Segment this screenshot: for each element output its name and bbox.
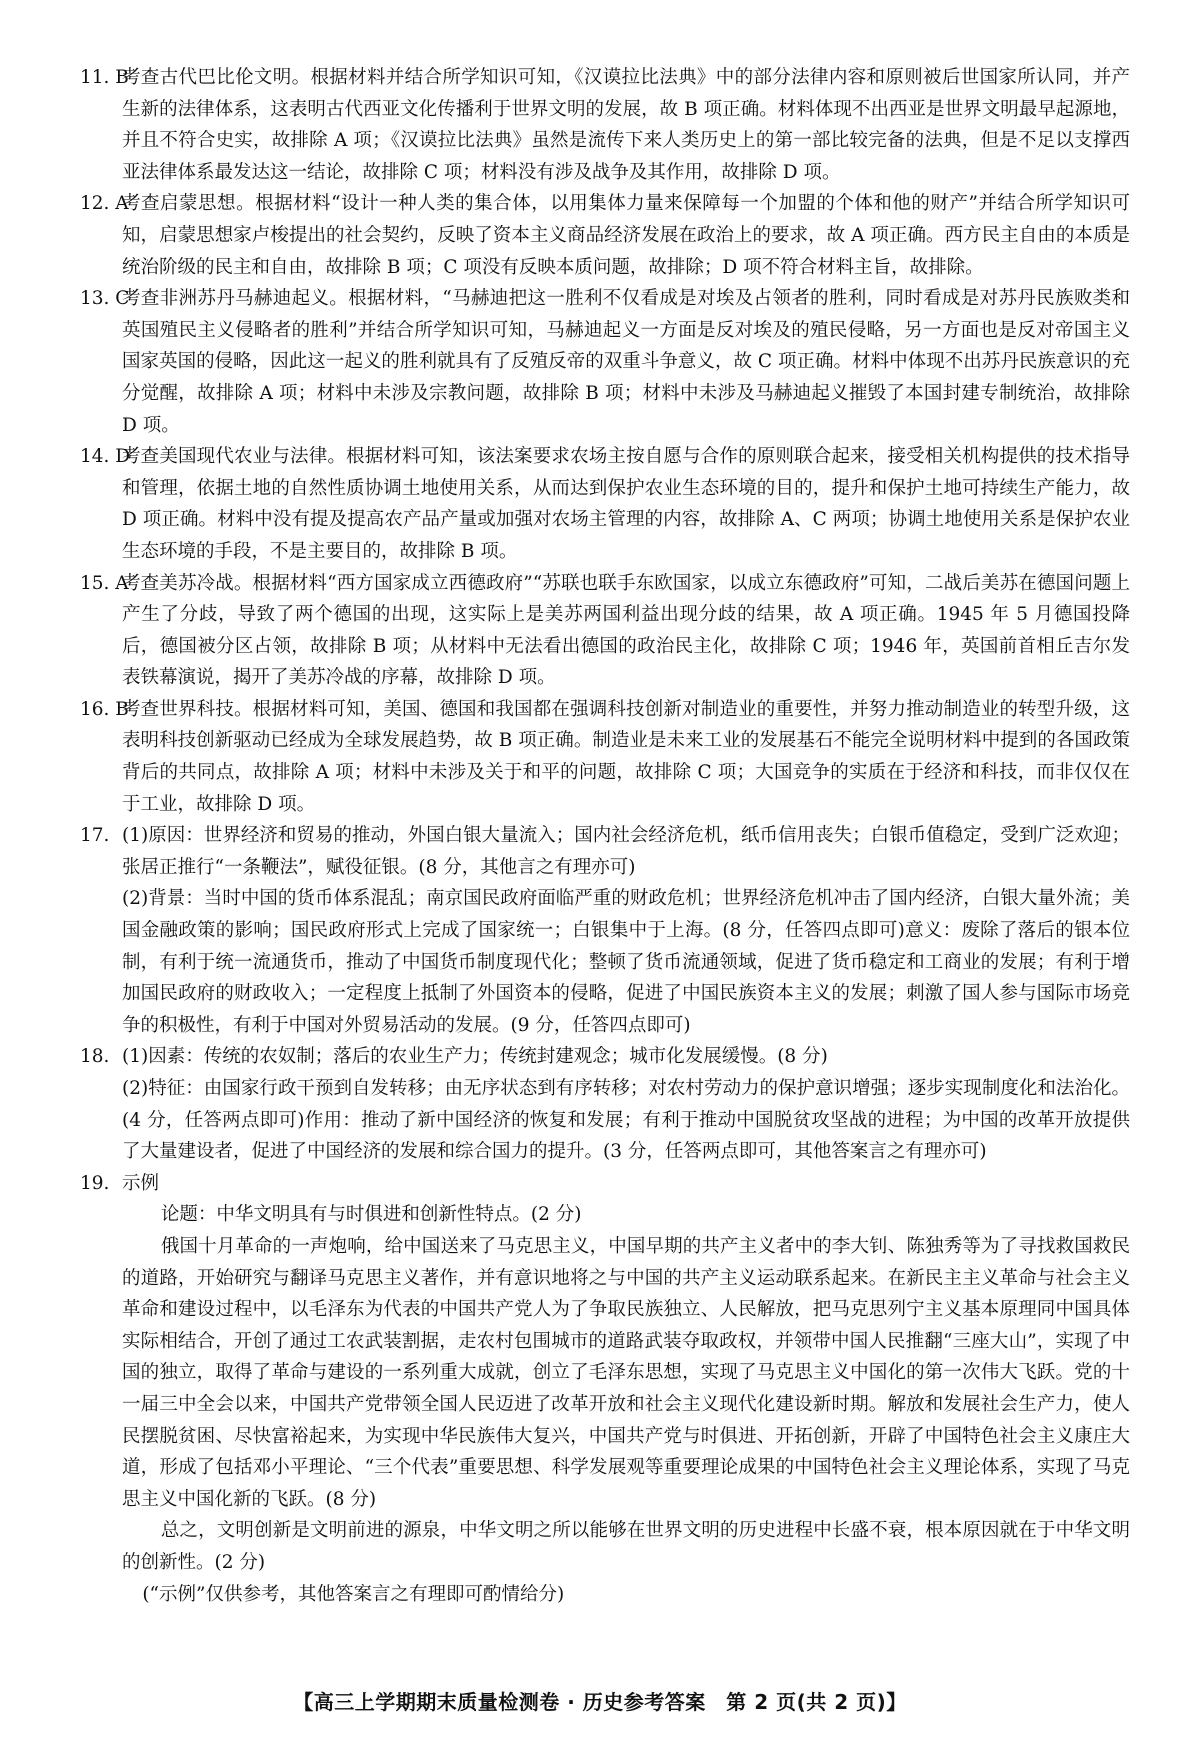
answer-12 (80, 188, 1130, 283)
answer-17 (80, 820, 1130, 1041)
answer-18-part-2: (2)特征：由国家行政干预到自发转移；由无序状态到有序转移；对农村劳动力的保护意识增强；逐步实现制度化和法治化。(4 分，任答两点即可)作用：推动了新中国经济的恢复和发展；有利于推动中国脱贫攻坚战的进程；为中国的改革开放提供了大量建设者，促进了中国经济的发展和综合国力的提升。(3 分，任答两点即可，其他答案言之有理亦可) (122, 1078, 1130, 1163)
answer-13 (80, 283, 1130, 441)
answer-number: 12. A (80, 193, 129, 215)
page-footer: 【高三上学期期末质量检测卷 · 历史参考答案 第 2 页(共 2 页)】 (293, 1690, 907, 1714)
answer-17-part-2: (2)背景：当时中国的货币体系混乱；南京国民政府面临严重的财政危机；世界经济危机冲击了国内经济，白银大量外流；美国金融政策的影响；国民政府形式上完成了国家统一；白银集中于上海。(8 分，任答四点即可)意义：废除了落后的银本位制，有利于统一流通货币，推动了中国货币制度现代化；整顿了货币流通领域，促进了货币稳定和工商业的发展；有利于增加国民政府的财政收入；一定程度上抵制了外国资本的侵略，促进了中国民族资本主义的发展；刺激了国人参与国际市场竞争的积极性，有利于中国对外贸易活动的发展。(9 分，任答四点即可) (122, 888, 1130, 1036)
essay-body: 俄国十月革命的一声炮响，给中国送来了马克思主义，中国早期的共产主义者中的李大钊、陈独秀等为了寻找救国救民的道路，开始研究与翻译马克思主义著作，并有意识地将之与中国的共产主义运动联系起来。在新民主主义革命与社会主义革命和建设过程中，以毛泽东为代表的中国共产党人为了争取民族独立、人民解放，把马克思列宁主义基本原理同中国具体实际相结合，开创了通过工农武装割据，走农村包围城市的道路武装夺取政权，并领带中国人民推翻“三座大山”，实现了中国的独立，取得了革命与建设的一系列重大成就，创立了毛泽东思想，实现了马克思主义中国化的第一次伟大飞跃。党的十一届三中全会以来，中国共产党带领全国人民迈进了改革开放和社会主义现代化建设新时期。解放和发展社会生产力，使人民摆脱贫困、尽快富裕起来，为实现中华民族伟大复兴，中国共产党与时俱进、开拓创新，开辟了中国特色社会主义康庄大道，形成了包括邓小平理论、“三个代表”重要思想、科学发展观等重要理论成果的中国特色社会主义理论体系，实现了马克思主义中国化新的飞跃。(8 分) (122, 1235, 1130, 1510)
answer-19 (80, 1168, 1130, 1610)
essay-conclusion: 总之，文明创新是文明前进的源泉，中华文明之所以能够在世界文明的历史进程中长盛不衰，根本原因就在于中华文明的创新性。(2 分) (122, 1520, 1130, 1573)
essay-thesis: 论题：中华文明具有与时俱进和创新性特点。(2 分) (160, 1204, 582, 1226)
answer-16 (80, 694, 1130, 820)
answer-number: 18. (80, 1046, 110, 1068)
answer-17-part-1: (1)原因：世界经济和贸易的推动，外国白银大量流入；国内社会经济危机，纸币信用丧失；白银币值稳定，受到广泛欢迎；张居正推行“一条鞭法”，赋役征银。(8 分，其他言之有理亦可) (122, 825, 1130, 878)
answer-text: 考查非洲苏丹马赫迪起义。根据材料，“马赫迪把这一胜利不仅看成是对埃及占领者的胜利，同时看成是对苏丹民族败类和英国殖民主义侵略者的胜利”并结合所学知识可知，马赫迪起义一方面是反对埃及的殖民侵略，另一方面也是反对帝国主义国家英国的侵略，因此这一起义的胜利就具有了反殖反帝的双重斗争意义，故 C 项正确。材料中体现不出苏丹民族意识的充分觉醒，故排除 A 项；材料中未涉及宗教问题，故排除 B 项；材料中未涉及马赫迪起义摧毁了本国封建专制统治，故排除 D 项。 (122, 288, 1130, 436)
answer-number: 15. A (80, 572, 129, 594)
answer-text: 考查美苏冷战。根据材料“西方国家成立西德政府”“苏联也联手东欧国家，以成立东德政府”可知，二战后美苏在德国问题上产生了分歧，导致了两个德国的出现，这实际上是美苏两国利益出现分歧的结果，故 A 项正确。1945 年 5 月德国投降后，德国被分区占领，故排除 B 项；从材料中无法看出德国的政治民主化，故排除 C 项；1946 年，英国前首相丘吉尔发表铁幕演说，揭开了美苏冷战的序幕，故排除 D 项。 (122, 572, 1130, 689)
answer-11 (80, 62, 1130, 188)
answer-15 (80, 568, 1130, 694)
answer-text: 考查美国现代农业与法律。根据材料可知，该法案要求农场主按自愿与合作的原则联合起来，接受相关机构提供的技术指导和管理，依据土地的自然性质协调土地使用关系，从而达到保护农业生态环境的目的，提升和保护土地可持续生产能力，故 D 项正确。材料中没有提及提高农产品产量或加强对农场主管理的内容，故排除 A、C 两项；协调土地使用关系是保护农业生态环境的手段，不是主要目的，故排除 B 项。 (122, 446, 1130, 562)
answer-18 (80, 1041, 1130, 1167)
answer-number: 14. D (80, 446, 131, 468)
answer-number: 19. (80, 1172, 110, 1194)
answer-14 (80, 441, 1130, 567)
example-label: 示例 (122, 1172, 160, 1194)
answer-number: 17. (80, 825, 110, 847)
grading-note: (“示例”仅供参考，其他答案言之有理即可酌情给分) (142, 1583, 565, 1605)
answer-text: 考查世界科技。根据材料可知，美国、德国和我国都在强调科技创新对制造业的重要性，并努力推动制造业的转型升级，这表明科技创新驱动已经成为全球发展趋势，故 B 项正确。制造业是未来工业的发展基石不能完全说明材料中提到的各国政策背后的共同点，故排除 A 项；材料中未涉及关于和平的问题，故排除 C 项；大国竞争的实质在于经济和科技，而非仅仅在于工业，故排除 D 项。 (122, 698, 1130, 815)
answer-text: 考查古代巴比伦文明。根据材料并结合所学知识可知，《汉谟拉比法典》中的部分法律内容和原则被后世国家所认同，并产生新的法律体系，这表明古代西亚文化传播利于世界文明的发展，故 B 项正确。材料体现不出西亚是世界文明最早起源地，并且不符合史实，故排除 A 项；《汉谟拉比法典》虽然是流传下来人类历史上的第一部比较完备的法典，但是不足以支撑西亚法律体系最发达这一结论，故排除 C 项；材料没有涉及战争及其作用，故排除 D 项。 (122, 67, 1130, 183)
answer-number: 11. B (80, 67, 129, 88)
answer-number: 13. C (80, 288, 130, 310)
answer-18-part-1: (1)因素：传统的农奴制；落后的农业生产力；传统封建观念；城市化发展缓慢。(8 分) (122, 1046, 828, 1068)
answer-content (80, 62, 1130, 1610)
answer-text: 考查启蒙思想。根据材料“设计一种人类的集合体，以用集体力量来保障每一个加盟的个体和他的财产”并结合所学知识可知，启蒙思想家卢梭提出的社会契约，反映了资本主义商品经济发展在政治上的要求，故 A 项正确。西方民主自由的本质是统治阶级的民主和自由，故排除 B 项；C 项没有反映本质问题，故排除；D 项不符合材料主旨，故排除。 (122, 193, 1130, 278)
answer-number: 16. B (80, 698, 129, 720)
